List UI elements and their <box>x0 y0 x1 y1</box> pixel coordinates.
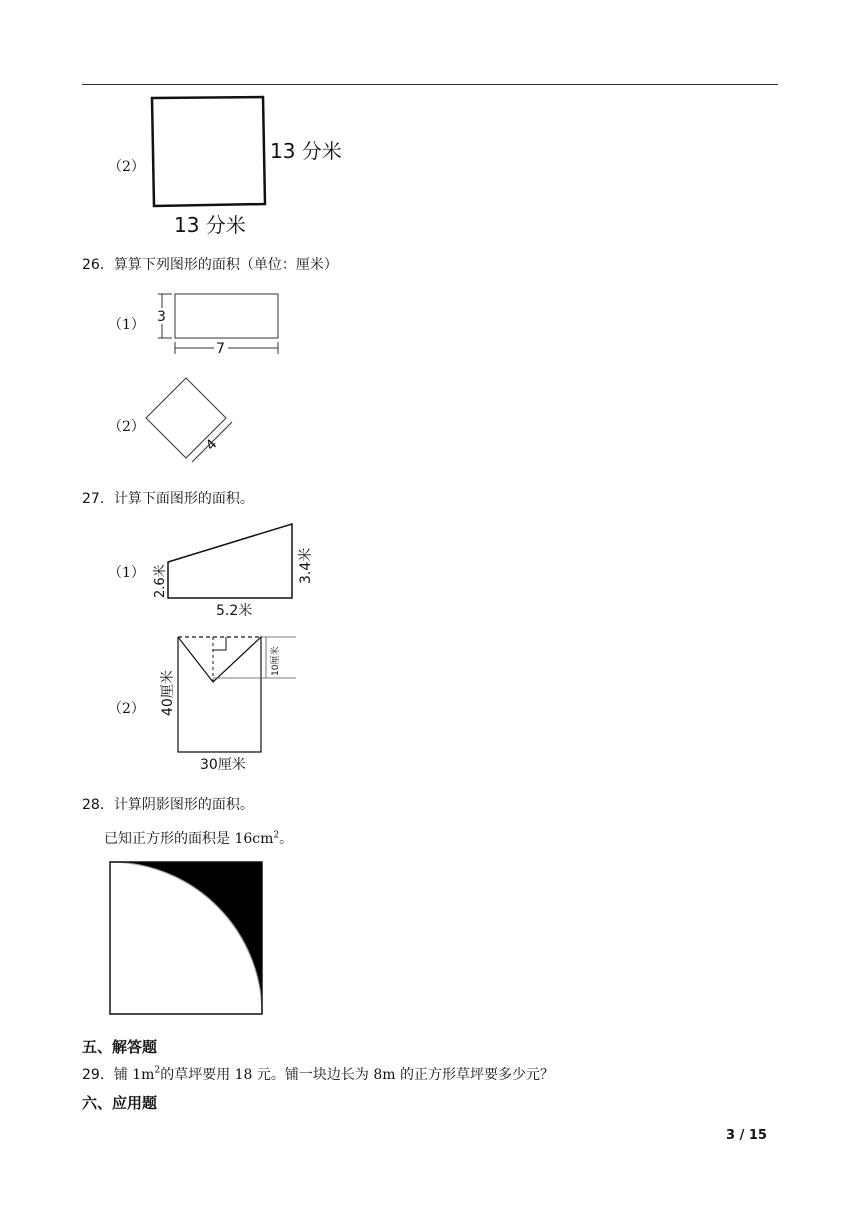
q28-given-suffix: 。 <box>279 831 294 847</box>
q28-shaded-region <box>110 862 262 1014</box>
header-rule <box>82 84 778 85</box>
q29-text-a: 铺 1m <box>113 1067 155 1083</box>
q27-text: 计算下面图形的面积。 <box>113 491 254 507</box>
q28-shaded-figure <box>104 856 270 1022</box>
q28-given-sup: 2 <box>273 830 280 841</box>
q28-text: 计算阴影图形的面积。 <box>113 797 254 813</box>
q27-part2-label: （2） <box>108 701 145 717</box>
q27-left-side: 2.6米 <box>153 564 168 598</box>
q28-header <box>82 794 254 814</box>
q29-number: 29． <box>82 1067 114 1083</box>
q25-side-bottom: 13 分米 <box>174 213 246 237</box>
q27-right-angle-mark <box>213 637 226 650</box>
q26-rectangle <box>175 294 278 338</box>
q29-text-sup: 2 <box>154 1065 161 1076</box>
q25-side-right: 13 分米 <box>270 139 342 163</box>
q27-bottom-label: 30厘米 <box>200 757 246 773</box>
q26-text: 算算下列图形的面积（单位：厘米） <box>113 257 338 273</box>
q27-header <box>82 488 254 508</box>
q26-rectangle-figure <box>150 286 290 360</box>
q29-header <box>82 1064 554 1084</box>
q26-part1-label: （1） <box>108 317 145 333</box>
q27-bottom-side: 5.2米 <box>216 603 253 619</box>
section6-title: 六、应用题 <box>82 1094 158 1112</box>
q27-trapezoid-figure <box>148 518 328 620</box>
q28-number: 28． <box>82 797 114 813</box>
q26-tilted-square-figure <box>140 372 250 468</box>
q27-notched-rectangle-figure <box>150 628 310 776</box>
q28-given-text: 已知正方形的面积是 16cm <box>104 831 274 847</box>
q26-header <box>82 254 338 274</box>
q27-notched-rectangle <box>178 637 261 752</box>
q25-square <box>152 97 265 206</box>
q26-width-label: 7 <box>216 341 225 357</box>
q25-part2-label: （2） <box>108 159 145 175</box>
q27-right-side: 3.4米 <box>298 547 314 584</box>
q29-text-b: 的草坪要用 18 元。铺一块边长为 8m 的正方形草坪要多少元？ <box>160 1067 554 1083</box>
q25-square-figure <box>140 92 360 240</box>
q27-height-label: 40厘米 <box>160 670 176 716</box>
page-number: 3 / 15 <box>726 1128 767 1143</box>
q26-number: 26． <box>82 257 114 273</box>
q28-given <box>104 828 293 848</box>
q27-notch-label: 10厘米 <box>271 646 281 676</box>
q27-number: 27． <box>82 491 114 507</box>
section5-title: 五、解答题 <box>82 1038 158 1056</box>
q26-side-label: 4 <box>202 436 221 454</box>
q26-part2-label: （2） <box>108 419 145 435</box>
q26-height-label: 3 <box>157 309 166 325</box>
q27-part1-label: （1） <box>108 565 145 581</box>
q27-trapezoid <box>168 524 292 598</box>
